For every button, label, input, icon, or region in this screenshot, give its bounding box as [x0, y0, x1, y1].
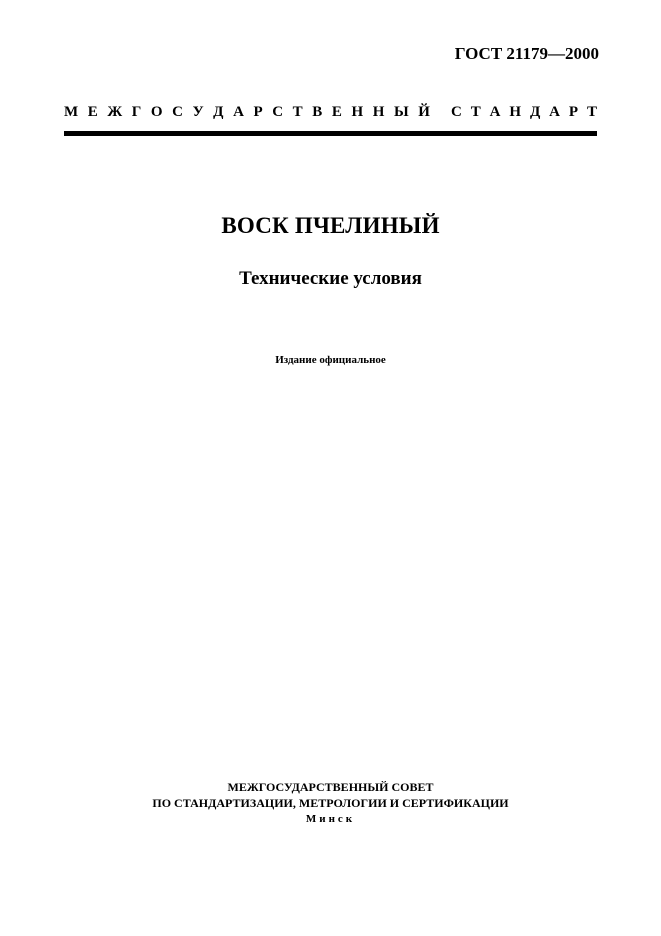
heading-letter: Т	[292, 104, 303, 120]
heading-letter: Р	[253, 104, 263, 120]
heading-letter: С	[272, 104, 284, 120]
publisher-line-2: ПО СТАНДАРТИЗАЦИИ, МЕТРОЛОГИИ И СЕРТИФИКАЦИИ	[152, 796, 509, 810]
heading-letter: В	[312, 104, 323, 120]
heading-letter: М	[64, 104, 79, 120]
heading-letter: Н	[351, 104, 364, 120]
standard-type-word-standard	[451, 103, 597, 121]
heading-letter: О	[150, 104, 163, 120]
heading-letter: Т	[586, 104, 597, 120]
document-subtitle: Технические условия	[239, 268, 422, 289]
heading-letter: Й	[418, 104, 430, 120]
publisher-line-1: МЕЖГОСУДАРСТВЕННЫЙ СОВЕТ	[227, 780, 434, 794]
heading-letter: Д	[529, 104, 541, 120]
heading-letter: А	[489, 104, 501, 120]
standard-type-word-interstate	[64, 103, 430, 121]
publisher-block	[0, 779, 661, 827]
heading-letter: Е	[331, 104, 342, 120]
heading-letter: Е	[87, 104, 98, 120]
heading-letter: Д	[213, 104, 224, 120]
heading-letter: Н	[509, 104, 522, 120]
heading-letter: Ы	[393, 104, 409, 120]
heading-letter: Ж	[107, 104, 123, 120]
document-number: ГОСТ 21179—2000	[454, 44, 599, 63]
heading-letter: А	[233, 104, 244, 120]
heading-letter: Г	[131, 104, 142, 120]
heading-letter: Р	[568, 104, 579, 120]
heading-letter: Т	[470, 104, 481, 120]
heading-letter: Н	[372, 104, 385, 120]
heading-letter: А	[549, 104, 560, 120]
heading-letter: С	[172, 104, 183, 120]
heading-letter: С	[451, 104, 462, 120]
standard-type-heading	[64, 103, 597, 121]
document-title: ВОСК ПЧЕЛИНЫЙ	[221, 213, 440, 238]
heading-letter: У	[192, 104, 204, 120]
edition-note: Издание официальное	[275, 354, 386, 366]
header-rule	[64, 131, 597, 136]
publisher-city: Минск	[305, 813, 356, 825]
